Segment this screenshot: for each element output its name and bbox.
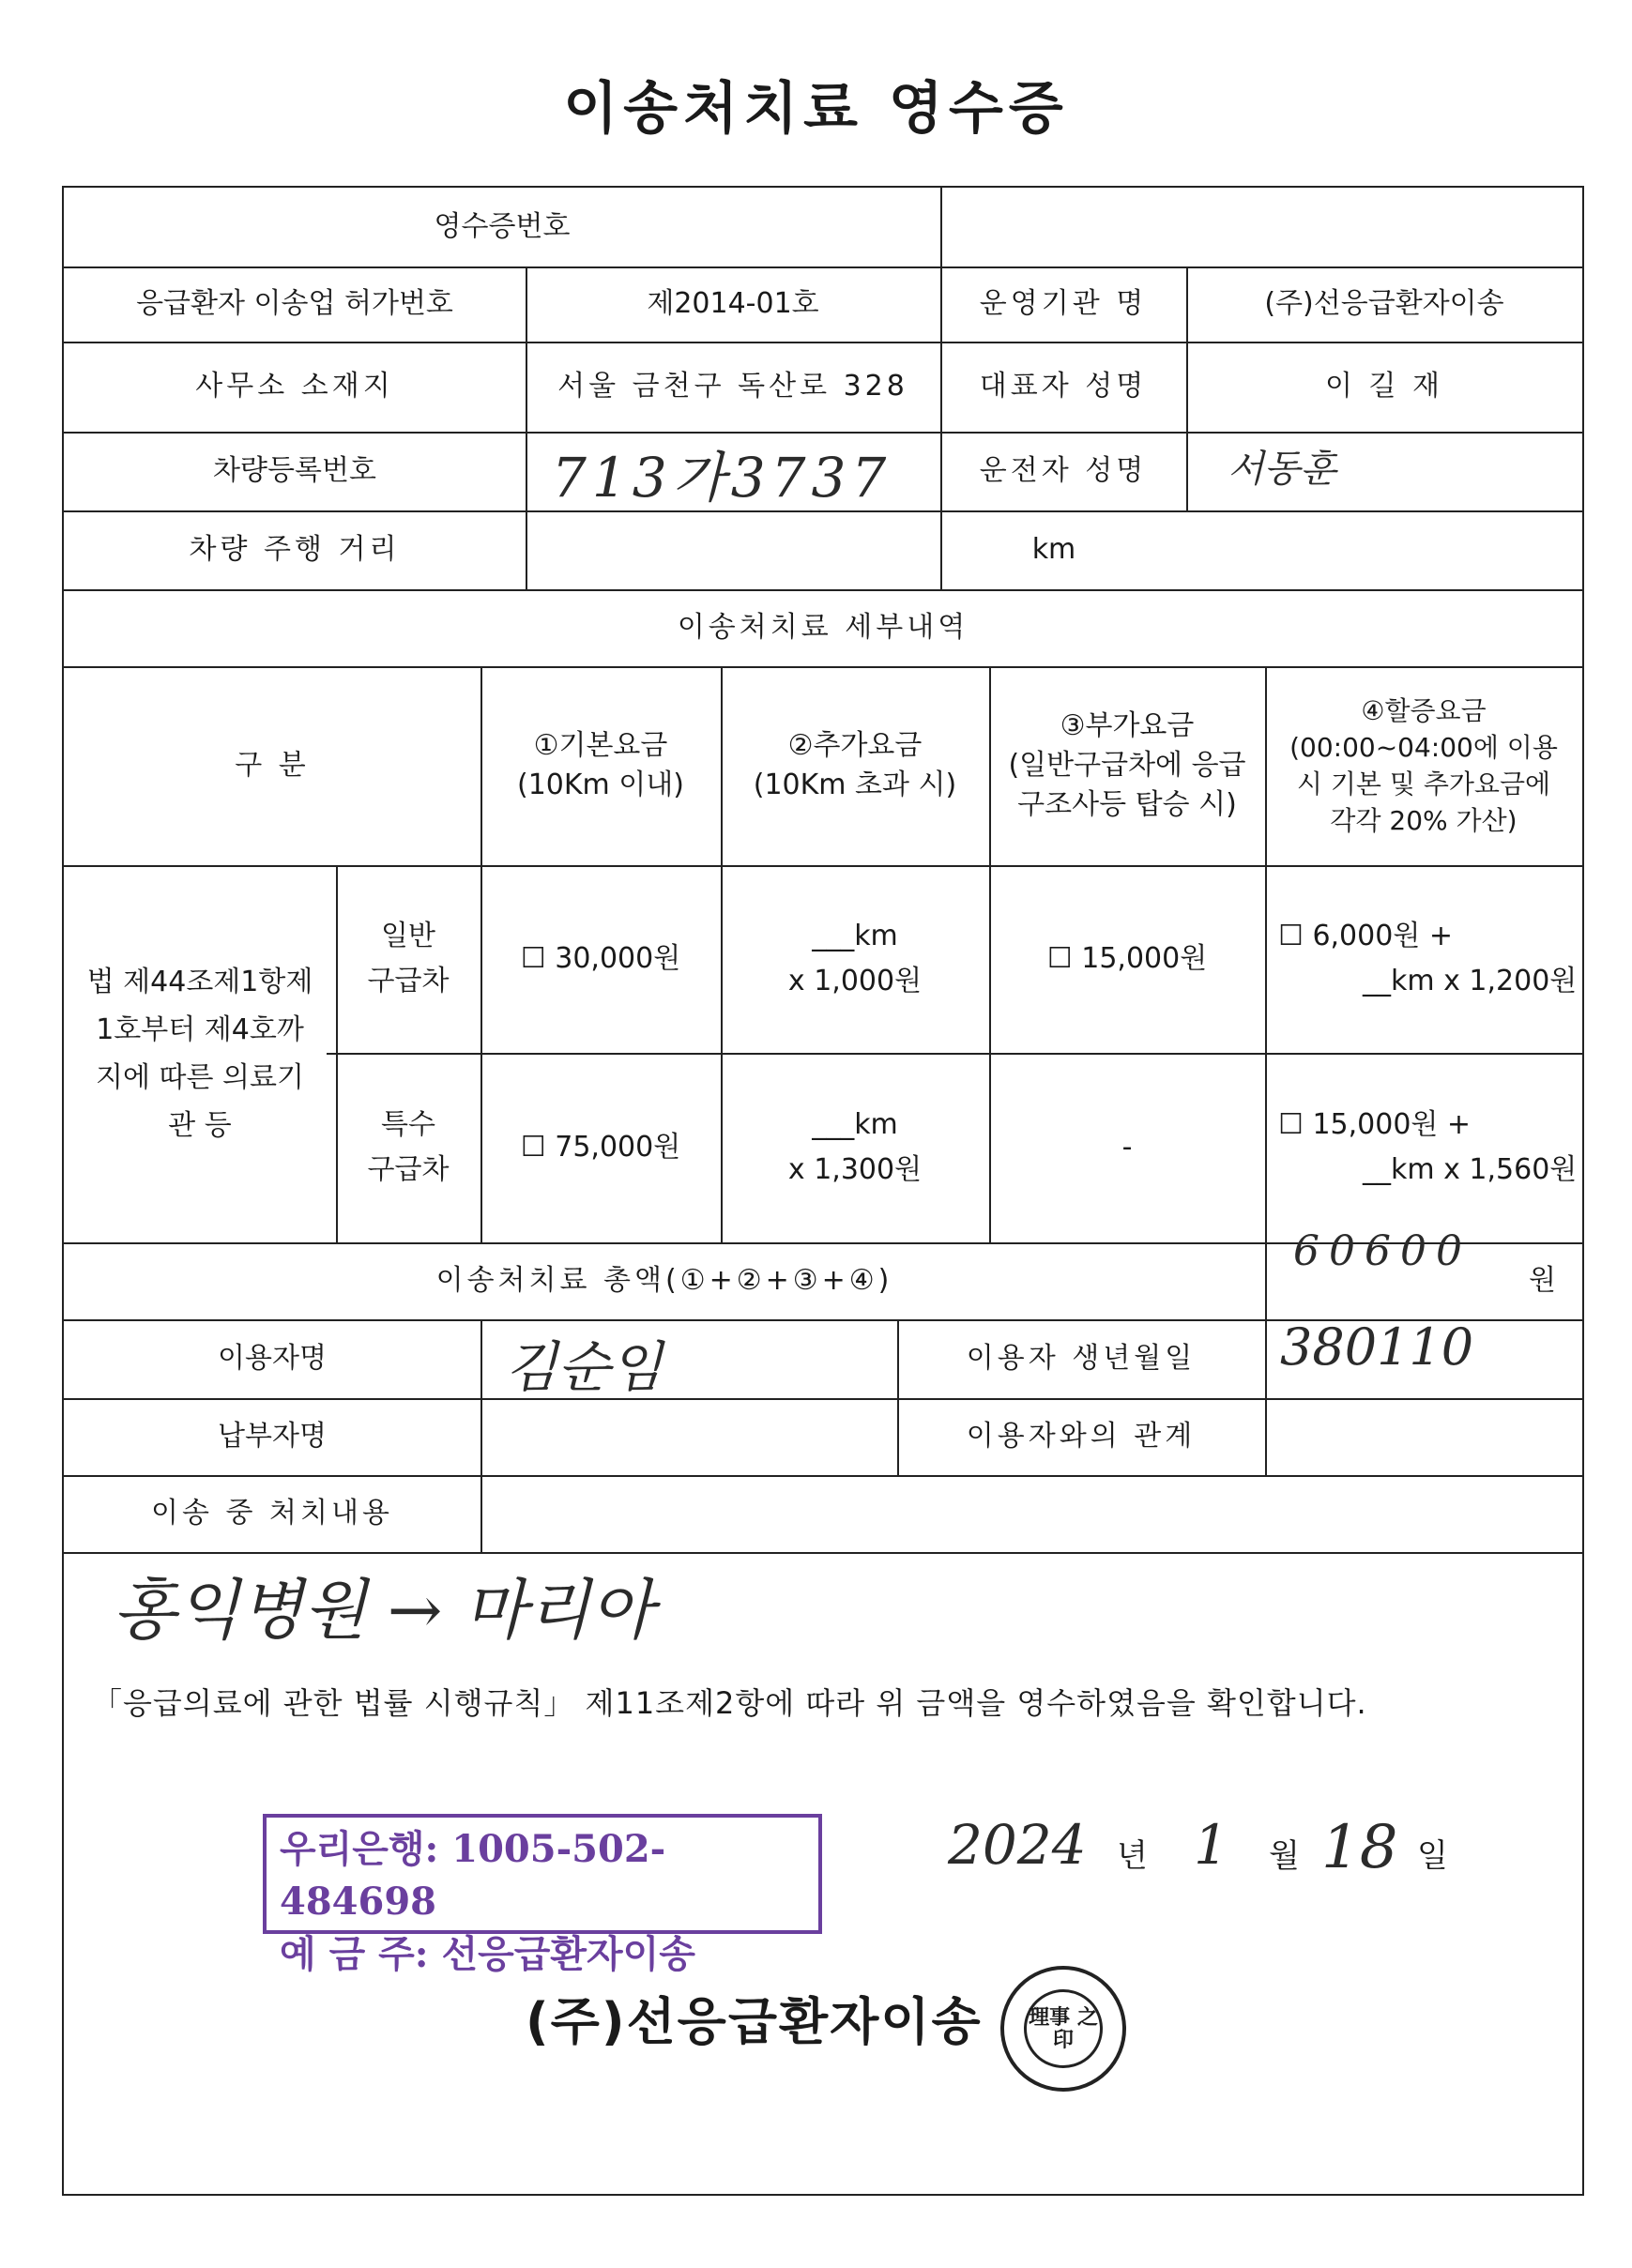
special-extra-fee [721,1053,989,1242]
general-type-line-2: 구급차 [367,965,450,997]
basic-fee-header [480,666,721,865]
general-extra-rate: x 1,000원 [787,965,923,997]
law-line-3: 지에 따른 의료기 [96,1061,304,1094]
user-name-label: 이용자명 [218,1342,327,1375]
representative-label: 대표자 성명 [979,370,1148,403]
account-holder-line: 예 금 주: 선응급환자이송 [280,1932,695,1976]
special-surcharge: - [1121,1131,1133,1164]
vehicle-label: 차량등록번호 [213,454,376,487]
special-base-fee[interactable] [480,1053,721,1242]
handwritten-route-note: 홍익병원 → 마리아 [113,1572,654,1649]
driver-signature: 서동훈 [1228,448,1336,491]
date-year-unit: 년 [1117,1837,1148,1875]
night-fee-header [1265,666,1582,865]
law-line-1: 법 제44조제1항제 [86,966,313,998]
bank-account-line: 우리은행: 1005-502-484698 [280,1827,666,1924]
office-value: 서울 금천구 독산로 328 [557,370,908,403]
surcharge-note-1: (일반구급차에 응급 [1008,749,1246,782]
basic-fee-note: (10Km 이내) [517,769,684,801]
surcharge-title: ③부가요금 [1060,709,1195,742]
representative-value: 이 길 재 [1324,370,1443,403]
law-line-4: 관 등 [168,1109,232,1142]
basic-fee-title: ①기본요금 [533,729,668,762]
org-value: (주)선응급환자이송 [1264,287,1504,320]
company-name: (주)선응급환자이송 [526,1992,983,2051]
special-ambulance-label [336,1053,480,1242]
general-base-checkbox[interactable]: ☐ 30,000원 [521,939,680,979]
night-fee-note-3: 각각 20% 가산) [1330,805,1518,837]
special-night-rate: __km x 1,560원 [1363,1153,1578,1186]
payer-value [480,1398,897,1475]
detail-heading: 이송처치료 세부내역 [677,611,969,644]
permit-label: 응급환자 이송업 허가번호 [136,287,453,320]
payer-label: 납부자명 [218,1420,327,1453]
bank-account-stamp [263,1814,822,1976]
total-unit: 원 [1529,1264,1556,1297]
special-type-line-2: 구급차 [367,1153,450,1186]
night-fee-title: ④할증요금 [1361,694,1487,726]
general-night-fee[interactable] [1265,865,1582,1053]
general-surcharge-checkbox[interactable]: ☐ 15,000원 [1047,939,1207,979]
night-fee-note-2: 시 기본 및 추가요금에 [1296,769,1551,799]
office-label: 사무소 소재지 [195,370,394,403]
general-night-rate: __km x 1,200원 [1363,965,1578,997]
category-header: 구 분 [235,749,310,782]
permit-value: 제2014-01호 [647,287,819,320]
special-night-fee[interactable] [1265,1053,1582,1242]
general-night-checkbox[interactable]: ☐ 6,000원 + [1278,914,1453,959]
user-birth-value: 380110 [1280,1317,1474,1377]
extra-fee-note: (10Km 초과 시) [753,769,957,801]
law-line-2: 1호부터 제4호까 [96,1013,304,1046]
extra-fee-header [721,666,989,865]
receipt-number-value [940,188,1582,266]
surcharge-header [989,666,1265,865]
company-seal [1000,1966,1126,2092]
general-type-line-1: 일반 [381,920,435,952]
vehicle-value: 713가3737 [552,446,892,510]
relation-label: 이용자와의 관계 [966,1420,1197,1453]
general-extra-km: ___km [812,920,898,952]
date-year: 2024 [948,1813,1087,1877]
special-base-checkbox[interactable]: ☐ 75,000원 [521,1128,680,1167]
user-birth-label: 이용자 생년월일 [966,1342,1197,1375]
date-day: 18 [1321,1813,1398,1882]
general-extra-fee [721,865,989,1053]
date-month-unit: 월 [1269,1837,1300,1875]
treatment-label: 이송 중 처치내용 [151,1497,393,1530]
surcharge-note-2: 구조사등 탑승 시) [1017,788,1237,821]
driver-label: 운전자 성명 [979,454,1148,487]
org-label: 운영기관 명 [979,287,1148,320]
distance-unit: km [1031,533,1076,566]
page-title: 이송처치료 영수증 [563,76,1069,142]
company-seal-inner: 理事 之印 [1024,1989,1103,2068]
total-amount: 60600 [1293,1227,1472,1275]
confirmation-statement: 「응급의료에 관한 법률 시행규칙」 제11조제2항에 따라 위 금액을 영수하였음을 확인합니다. [92,1685,1367,1721]
total-label: 이송처치료 총액(①+②+③+④) [435,1264,893,1297]
user-name-value: 김순임 [505,1335,663,1399]
law-reference [64,865,336,1242]
general-surcharge[interactable] [989,865,1265,1053]
distance-label: 차량 주행 거리 [189,533,401,566]
extra-fee-title: ②추가요금 [787,729,923,762]
special-type-line-1: 특수 [381,1108,435,1141]
special-extra-rate: x 1,300원 [787,1153,923,1186]
general-base-fee[interactable] [480,865,721,1053]
relation-value [1265,1398,1582,1475]
date-month: 1 [1194,1813,1228,1877]
special-night-checkbox[interactable]: ☐ 15,000원 + [1278,1103,1471,1148]
night-fee-note-1: (00:00~04:00에 이용 [1289,731,1558,763]
general-ambulance-label [336,865,480,1053]
date-day-unit: 일 [1417,1837,1448,1875]
treatment-value [480,1475,1582,1552]
special-extra-km: ___km [812,1108,898,1141]
receipt-number-label: 영수증번호 [434,210,571,243]
